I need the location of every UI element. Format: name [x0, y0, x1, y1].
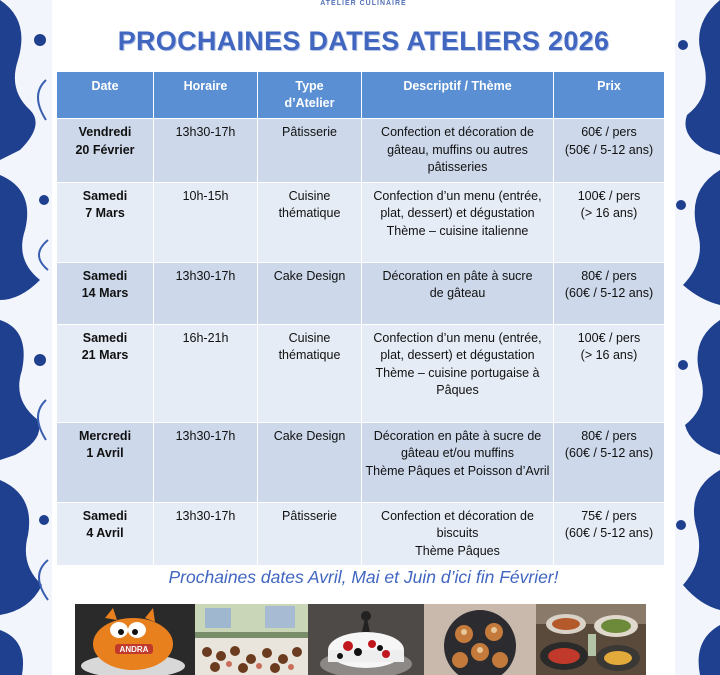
- cell-horaire: 13h30-17h: [154, 119, 258, 183]
- cell-prix: 75€ / pers (60€ / 5-12 ans): [554, 502, 665, 566]
- table-row: [57, 182, 665, 262]
- cell-type: Cake Design: [258, 262, 362, 324]
- cell-descriptif: Confection et décoration de gâteau, muffins ou autres pâtisseries: [362, 119, 554, 183]
- cell-date: Mercredi 1 Avril: [57, 422, 154, 502]
- brand-label: ATELIER CULINAIRE: [320, 0, 407, 7]
- cell-prix: 60€ / pers (50€ / 5-12 ans): [554, 119, 665, 183]
- schedule-table: [56, 71, 665, 566]
- cell-type: Cake Design: [258, 422, 362, 502]
- garfield-cake-photo: [75, 604, 195, 675]
- header-descriptif: Descriptif / Thème: [362, 72, 554, 119]
- left-azulejo-border: [0, 0, 52, 675]
- header-type: Type d’Atelier: [258, 72, 362, 119]
- cell-date: Samedi 14 Mars: [57, 262, 154, 324]
- cake-text: ANDRA: [119, 645, 149, 654]
- decorated-cake-photo: [308, 604, 424, 675]
- flyer-page: [52, 0, 675, 675]
- cell-horaire: 16h-21h: [154, 324, 258, 422]
- cell-horaire: 13h30-17h: [154, 502, 258, 566]
- cell-prix: 80€ / pers (60€ / 5-12 ans): [554, 422, 665, 502]
- cell-date: Samedi 4 Avril: [57, 502, 154, 566]
- header-horaire: Horaire: [154, 72, 258, 119]
- table-row: [57, 422, 665, 502]
- cell-descriptif: Décoration en pâte à sucre de gâteau et/ou muffins Thème Pâques et Poisson d’Avril: [362, 422, 554, 502]
- table-row: [57, 502, 665, 566]
- cell-prix: 100€ / pers (> 16 ans): [554, 324, 665, 422]
- cell-descriptif: Confection d’un menu (entrée, plat, dessert) et dégustation Thème – cuisine portugaise à Pâques: [362, 324, 554, 422]
- cell-descriptif: Confection et décoration de biscuits Thème Pâques: [362, 502, 554, 566]
- cell-horaire: 10h-15h: [154, 182, 258, 262]
- cell-type: Pâtisserie: [258, 502, 362, 566]
- cell-descriptif: Confection d’un menu (entrée, plat, dessert) et dégustation Thème – cuisine italienne: [362, 182, 554, 262]
- cell-type: Pâtisserie: [258, 119, 362, 183]
- table-row: [57, 119, 665, 183]
- cell-prix: 80€ / pers (60€ / 5-12 ans): [554, 262, 665, 324]
- cell-type: Cuisine thématique: [258, 324, 362, 422]
- cell-date: Samedi 21 Mars: [57, 324, 154, 422]
- cell-type: Cuisine thématique: [258, 182, 362, 262]
- pastries-plate-photo: [424, 604, 536, 675]
- right-azulejo-border: [675, 0, 720, 675]
- header-prix: Prix: [554, 72, 665, 119]
- table-row: [57, 262, 665, 324]
- cell-date: Vendredi 20 Février: [57, 119, 154, 183]
- footer-announcement: Prochaines dates Avril, Mai et Juin d’ici fin Février!: [168, 567, 559, 587]
- photo-strip: [75, 604, 646, 675]
- buffet-photo: [195, 604, 308, 675]
- dishes-photo: [536, 604, 646, 675]
- cell-prix: 100€ / pers (> 16 ans): [554, 182, 665, 262]
- table-header-row: [57, 72, 665, 119]
- header-date: Date: [57, 72, 154, 119]
- cell-date: Samedi 7 Mars: [57, 182, 154, 262]
- cell-horaire: 13h30-17h: [154, 262, 258, 324]
- table-row: [57, 324, 665, 422]
- cell-descriptif: Décoration en pâte à sucre de gâteau: [362, 262, 554, 324]
- cell-horaire: 13h30-17h: [154, 422, 258, 502]
- page-title: PROCHAINES DATES ATELIERS 2026: [117, 26, 610, 56]
